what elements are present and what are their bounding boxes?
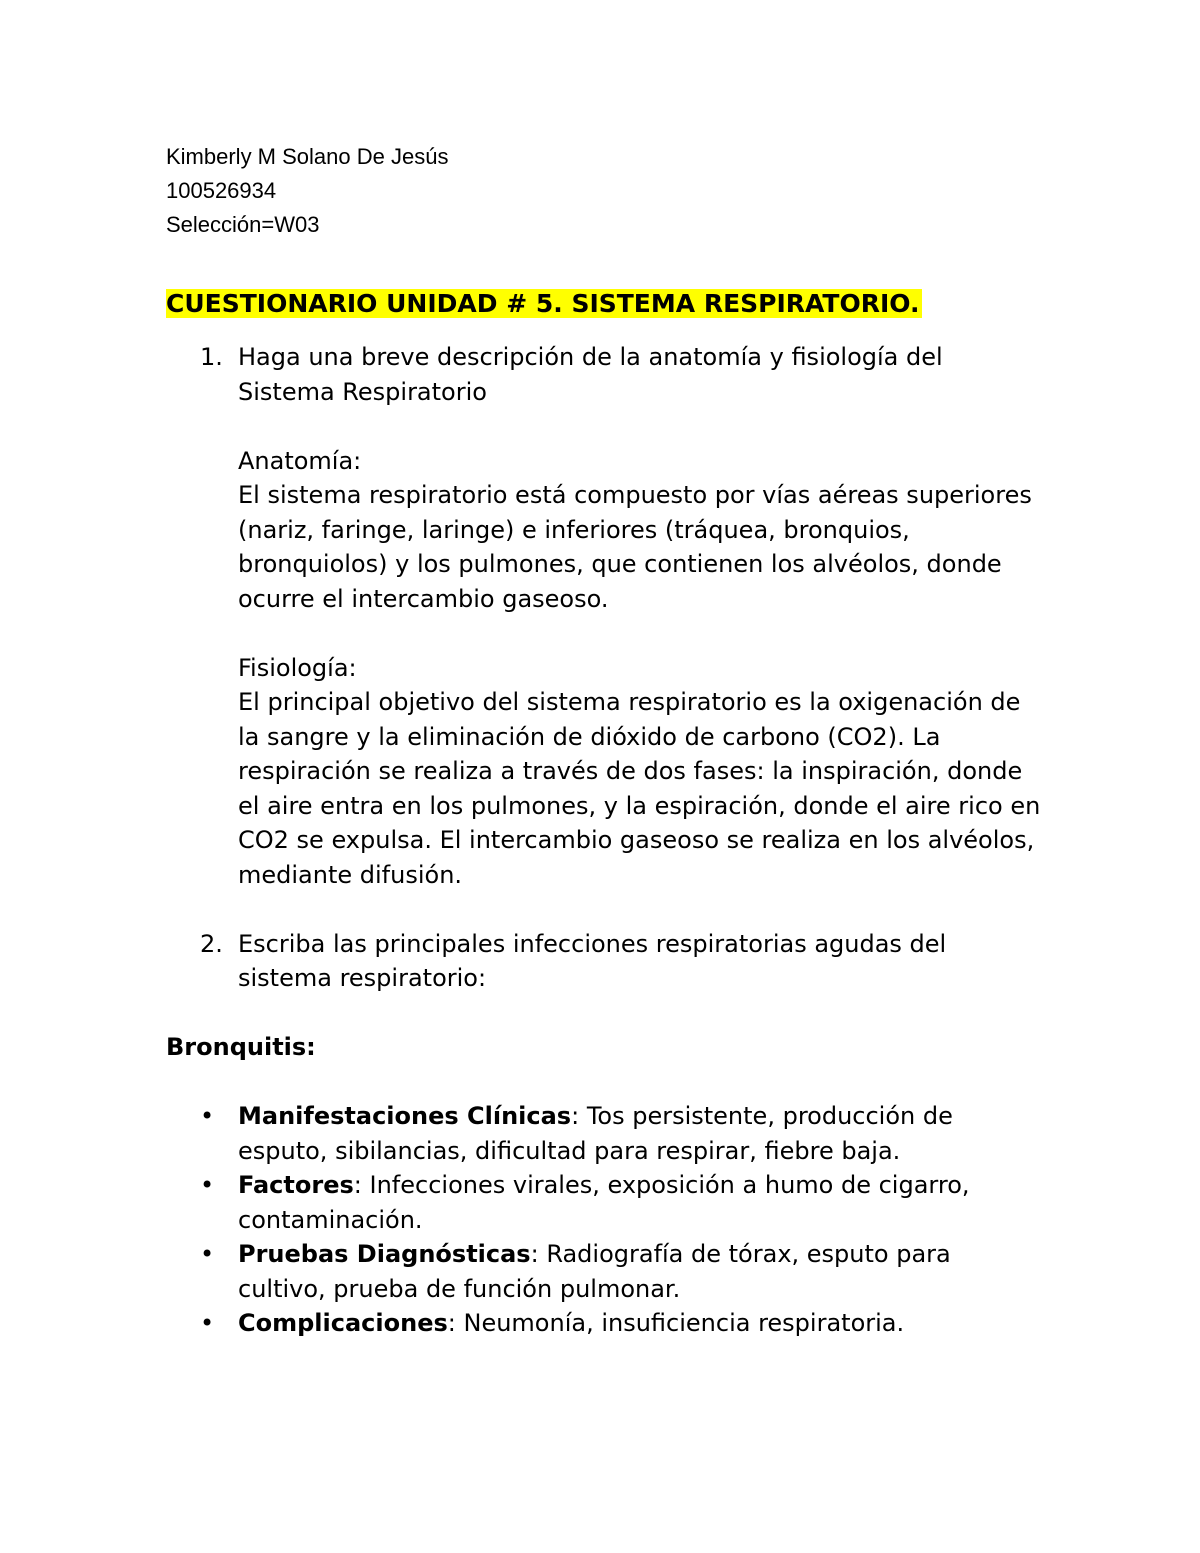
bullet-term: Factores [238, 1171, 354, 1199]
bullet-term: Manifestaciones Clínicas [238, 1102, 572, 1130]
list-item [166, 1099, 1046, 1168]
student-name: Kimberly M Solano De Jesús [166, 144, 449, 169]
bullet-description: Radiografía de tórax, esputo para cultivo, prueba de función pulmonar. [238, 1240, 951, 1303]
physiology-label: Fisiología: [238, 653, 357, 682]
anatomy-label: Anatomía: [238, 446, 362, 475]
bullet-icon: • [200, 1240, 215, 1268]
question-1 [166, 340, 1046, 892]
bullet-description: Tos persistente, producción de esputo, sibilancias, dificultad para respirar, fiebre baja. [238, 1102, 953, 1165]
bullet-term: Complicaciones [238, 1309, 448, 1337]
list-item [166, 1306, 1046, 1341]
bullet-separator: : [353, 1171, 362, 1199]
document-content [166, 340, 1046, 1341]
disease-bullet-list [166, 1099, 1046, 1341]
question-text: Haga una breve descripción de la anatomía y fisiología del Sistema Respiratorio [238, 343, 943, 406]
student-header [166, 140, 448, 242]
bullet-description: Infecciones virales, exposición a humo de cigarro, contaminación. [238, 1171, 970, 1234]
physiology-body: El principal objetivo del sistema respiratorio es la oxigenación de la sangre y la eliminación de dióxido de carbono (CO2). La respiración se realiza a través de dos fases: la inspiración, donde el aire entra en los pulmones, y la espiración, donde el aire rico en CO2 se expulsa. El intercambio gaseoso se realiza en los alvéolos, mediante difusión. [238, 688, 1041, 889]
anatomy-body: El sistema respiratorio está compuesto por vías aéreas superiores (nariz, faringe, laringe) e inferiores (tráquea, bronquios, bronquiolos) y los pulmones, que contienen los alvéolos, donde ocurre el intercambio gaseoso. [238, 481, 1032, 613]
bullet-icon: • [200, 1102, 215, 1130]
question-text: Escriba las principales infecciones respiratorias agudas del sistema respiratorio: [238, 929, 947, 992]
bullet-separator: : [447, 1309, 456, 1337]
list-item [166, 1168, 1046, 1237]
disease-heading: Bronquitis: [166, 1033, 316, 1061]
bullet-separator: : [530, 1240, 539, 1268]
bullet-term: Pruebas Diagnósticas [238, 1240, 531, 1268]
list-item [166, 1237, 1046, 1306]
bullet-icon: • [200, 1171, 215, 1199]
title-highlight: CUESTIONARIO UNIDAD # 5. SISTEMA RESPIRATORIO. [166, 289, 920, 318]
questionnaire-title [166, 284, 922, 324]
student-id: 100526934 [166, 178, 277, 203]
bullet-separator: : [571, 1102, 580, 1130]
question-number: 2. [200, 929, 223, 958]
bullet-icon: • [200, 1309, 215, 1337]
question-2 [166, 927, 1046, 996]
student-section: Selección=W03 [166, 212, 320, 237]
bullet-description: Neumonía, insuficiencia respiratoria. [455, 1309, 905, 1337]
question-number: 1. [200, 343, 223, 371]
